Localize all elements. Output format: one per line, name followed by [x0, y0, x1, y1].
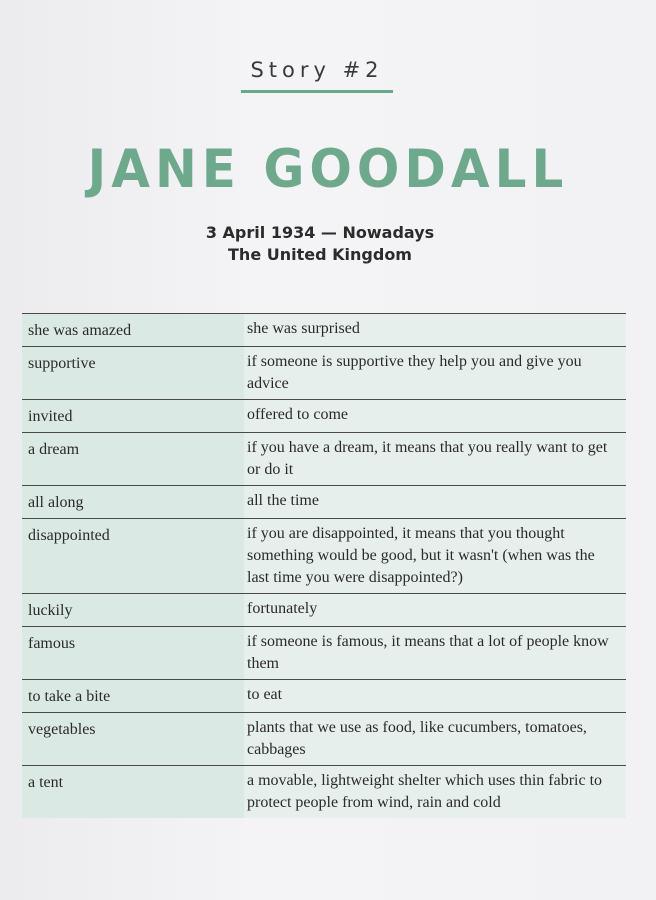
vocab-term: disappointed	[22, 519, 244, 593]
life-dates: 3 April 1934 — Nowadays	[205, 223, 435, 242]
subtitle-block	[0, 222, 640, 266]
table-row	[22, 313, 626, 346]
page-title: JANE GOODALL	[87, 138, 569, 200]
vocab-definition: a movable, lightweight shelter which uses thin fabric to protect people from wind, rain and cold	[244, 766, 626, 818]
vocab-definition: all the time	[244, 486, 626, 518]
vocab-definition: if you are disappointed, it means that you thought something would be good, but it wasn't (when was the last time you were disappointed?)	[244, 519, 626, 593]
vocab-definition: offered to come	[244, 400, 626, 432]
vocab-definition: if someone is famous, it means that a lot of people know them	[244, 627, 626, 679]
table-row	[22, 399, 626, 432]
table-row	[22, 518, 626, 593]
table-row	[22, 679, 626, 712]
table-row	[22, 346, 626, 399]
vocab-term: famous	[22, 627, 244, 679]
vocab-term: luckily	[22, 594, 244, 626]
vocab-term: vegetables	[22, 713, 244, 765]
vocab-term: a tent	[22, 766, 244, 818]
vocabulary-table	[22, 313, 626, 818]
vocab-definition: fortunately	[244, 594, 626, 626]
vocab-term: a dream	[22, 433, 244, 485]
vocab-definition: she was surprised	[244, 314, 626, 346]
vocab-definition: if you have a dream, it means that you really want to get or do it	[244, 433, 626, 485]
vocab-term: to take a bite	[22, 680, 244, 712]
vocab-definition: to eat	[244, 680, 626, 712]
vocab-term: supportive	[22, 347, 244, 399]
birth-place: The United Kingdom	[228, 245, 412, 264]
vocab-term: she was amazed	[22, 314, 244, 346]
vocab-term: all along	[22, 486, 244, 518]
story-label: Story #2	[250, 58, 384, 82]
table-row	[22, 712, 626, 765]
table-row	[22, 432, 626, 485]
table-row	[22, 626, 626, 679]
vocab-term: invited	[22, 400, 244, 432]
story-underline	[241, 90, 393, 93]
vocab-definition: plants that we use as food, like cucumbers, tomatoes, cabbages	[244, 713, 626, 765]
table-row	[22, 765, 626, 818]
vocab-definition: if someone is supportive they help you and give you advice	[244, 347, 626, 399]
table-row	[22, 485, 626, 518]
table-row	[22, 593, 626, 626]
